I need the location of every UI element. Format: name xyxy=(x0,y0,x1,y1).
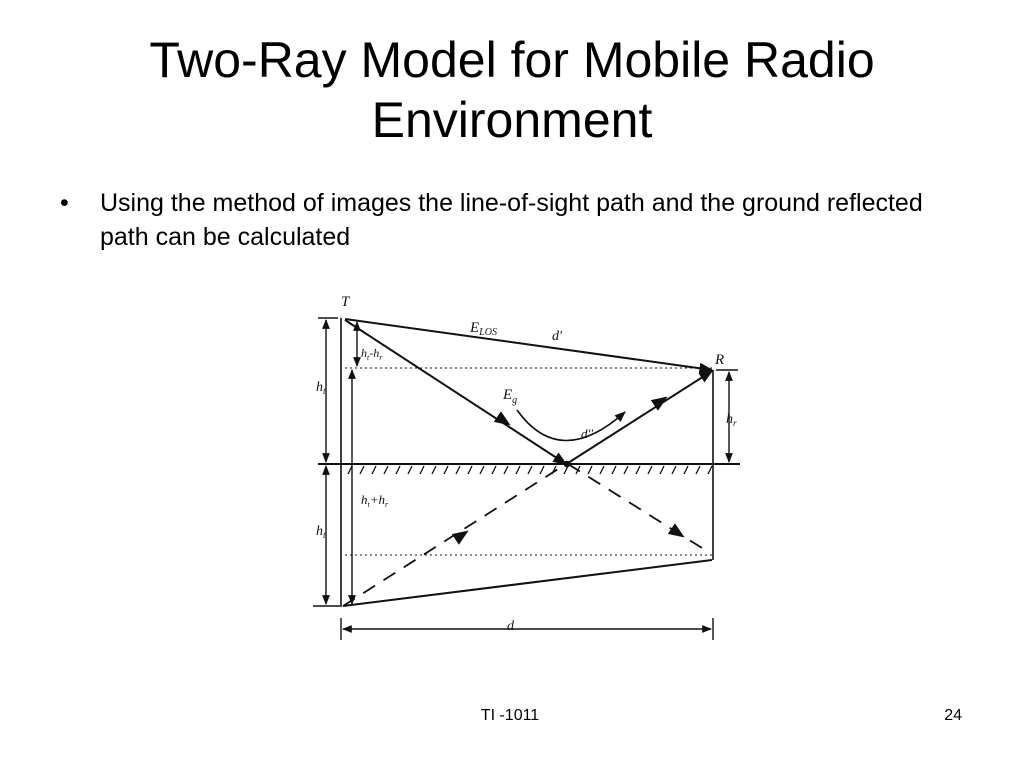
footer-course-code: TI -1011 xyxy=(480,707,540,724)
ht-image-label: $h_t$ xyxy=(316,524,326,540)
los-field-label: $E_{LOS}$ xyxy=(470,320,497,338)
image-path-arrow-1 xyxy=(459,535,462,537)
ground-hatching xyxy=(348,466,712,474)
los-path-label: d' xyxy=(552,329,562,344)
bullet-text: Using the method of images the line-of-sight path and the ground reflected path can be calculated xyxy=(100,189,923,251)
reflected-path-incident xyxy=(345,320,566,464)
ht-plus-hr-label: $h_t+h_r$ xyxy=(361,492,389,509)
ht-minus-hr-label: $h_t-h_r$ xyxy=(361,346,383,362)
ht-label: $h_t$ xyxy=(316,380,326,396)
receiver-label: R xyxy=(715,352,725,368)
image-path-dashed xyxy=(343,464,566,606)
distance-label: d xyxy=(507,619,514,634)
ground-field-label: $E_g$ xyxy=(503,387,518,406)
reflection-point xyxy=(565,462,570,467)
transmitter-label: T xyxy=(341,294,350,310)
reflected-path-label: d'' xyxy=(581,426,594,441)
continuation-path-dashed xyxy=(568,464,710,553)
bullet-glyph: • xyxy=(60,189,69,217)
footer-page-number: 24 xyxy=(944,707,962,724)
reflected-path-mid-arrow-1 xyxy=(501,419,504,421)
image-path-arrow-2 xyxy=(675,531,678,533)
slide-title-line-2: Environment xyxy=(371,92,653,148)
image-to-receiver-line xyxy=(343,560,712,606)
reflected-path-reflected xyxy=(568,371,712,463)
hr-label: $h_r$ xyxy=(726,412,737,428)
los-path-line xyxy=(345,319,712,370)
slide-title-line-1: Two-Ray Model for Mobile Radio xyxy=(149,32,875,88)
